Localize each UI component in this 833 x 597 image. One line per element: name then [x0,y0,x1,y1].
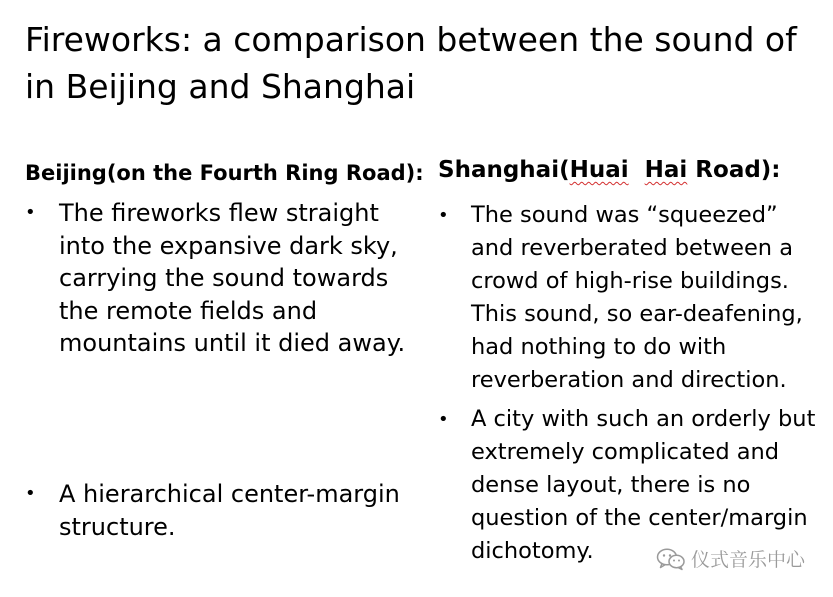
beijing-bullet-1-text: The fireworks flew straight into the expansive dark sky, carrying the sound towards the remote fields and mountains until it died away. [59,199,406,357]
bullet-dot: • [438,409,449,430]
shanghai-heading-suffix: Road): [687,157,781,183]
bullet-dot: • [438,205,449,226]
bullet-dot: • [25,202,36,223]
slide-title: Fireworks: a comparison between the sound of in Beijing and Shanghai [25,20,797,106]
shanghai-bullet-2 [438,403,826,568]
watermark-text: 仪式音乐中心 [690,549,805,571]
wechat-icon [656,547,686,571]
bullet-dot: • [25,483,36,504]
shanghai-bullet-1 [438,199,826,397]
beijing-bullet-1 [25,197,409,360]
shanghai-heading [438,155,781,186]
shanghai-heading-hai: Hai [644,157,688,183]
beijing-bullet-2-text: A hierarchical center-margin structure. [59,480,400,541]
shanghai-heading-gap [629,157,645,183]
beijing-heading: Beijing(on the Fourth Ring Road): [25,161,424,185]
beijing-bullet-2 [25,478,409,543]
shanghai-heading-huai: Huai [569,157,629,183]
watermark [656,545,805,572]
shanghai-bullet-1-text: The sound was “squeezed” and reverberated between a crowd of high-rise buildings. This sound, so ear-deafening, had nothing to do with reverberation and direction. [471,202,803,393]
shanghai-heading-prefix: Shanghai( [438,157,570,183]
shanghai-bullet-2-text: A city with such an orderly but extremely complicated and dense layout, there is no question of the center/margin dichotomy. [471,406,816,564]
